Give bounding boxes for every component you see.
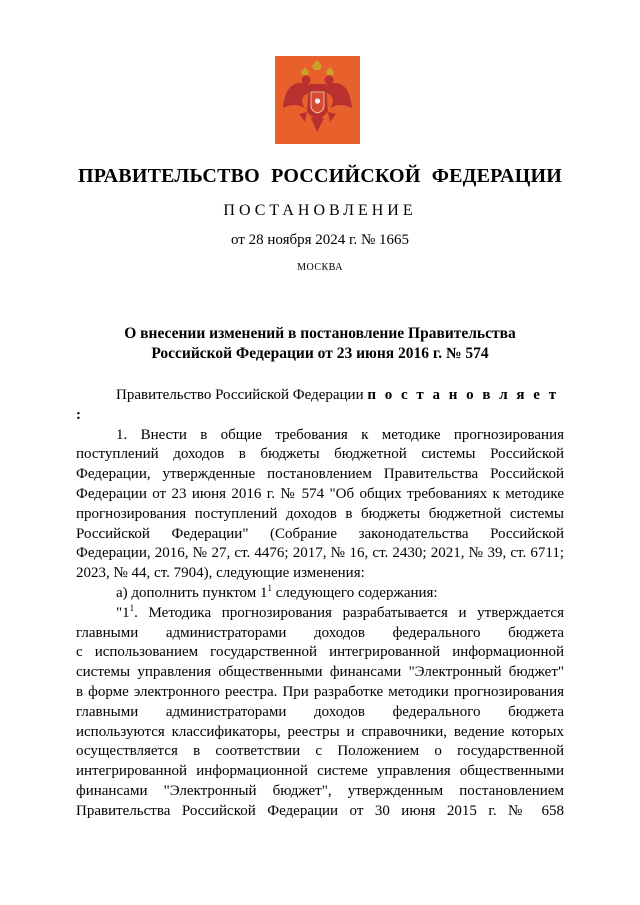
preamble — [76, 386, 564, 426]
quote-line: осуществляется в соответствии с Положением о государственной — [76, 743, 564, 760]
preamble-keyword: п о с т а н о в л я е т : — [76, 387, 559, 423]
quote-line: финансами "Электронный бюджет", утвержденным постановлением — [76, 782, 564, 799]
point-1-line: Российской Федерации" (Собрание законодательства Российской — [76, 525, 564, 542]
document-date-number: от 28 ноября 2024 г. № 1665 — [230, 232, 410, 248]
quote-line: с использованием государственной интегрированной информационной — [76, 644, 564, 661]
quote-first-text: . Методика прогнозирования разрабатывается и утверждается — [134, 604, 564, 621]
quote-superscript: 1 — [129, 602, 135, 613]
subject-line-2: Российской Федерации от 23 июня 2016 г. № 574 — [151, 345, 489, 362]
point-1-line: 1. Внести в общие требования к методике прогнозирования — [116, 426, 564, 443]
coat-of-arms-emblem — [275, 56, 360, 144]
point-1-last-line: 2023, № 44, ст. 7904), следующие изменения: — [76, 565, 365, 582]
government-title: ПРАВИТЕЛЬСТВО РОССИЙСКОЙ ФЕДЕРАЦИИ — [78, 165, 562, 187]
quote-line: используются классификаторы, реестры и справочники, ведение которых — [76, 723, 564, 740]
preamble-text: Правительство Российской Федерации — [116, 387, 368, 403]
point-1-line: Федерации, утвержденные постановлением Правительства Российской — [76, 466, 564, 483]
quote-line: в форме электронного реестра. При разработке методики прогнозирования — [76, 683, 564, 700]
quote-line: главными администраторами доходов федерального бюджета — [76, 703, 564, 720]
point-1-line: прогнозирования поступлений доходов в бюджеты бюджетной системы — [76, 505, 564, 522]
subpoint-a-text: а) дополнить пунктом 1 — [116, 584, 268, 601]
quote-line: системы управления общественными финансами "Электронный бюджет" — [76, 664, 564, 681]
point-1-line: Федерации от 23 июня 2016 г. № 574 "Об общих требованиях к методике — [76, 485, 564, 502]
quote-prefix: "1 — [116, 604, 130, 621]
document-body — [76, 386, 564, 822]
document-subject — [0, 324, 640, 364]
quote-line: Правительства Российской Федерации от 30 июня 2015 г. № 658 — [76, 802, 564, 819]
quote-line: интегрированной информационной системе управления общественными — [76, 763, 564, 780]
subject-line-1: О внесении изменений в постановление Правительства — [124, 325, 516, 342]
subpoint-a-superscript: 1 — [267, 582, 273, 593]
subpoint-a — [76, 584, 564, 604]
subpoint-a-text-end: следующего содержания: — [272, 584, 438, 601]
quote-line: главными администраторами доходов федерального бюджета — [76, 624, 564, 641]
document-type: ПОСТАНОВЛЕНИЕ — [223, 202, 417, 219]
point-1-line: поступлений доходов в бюджеты бюджетной системы Российской — [76, 446, 564, 463]
point-1-line: Федерации, 2016, № 27, ст. 4476; 2017, № 16, ст. 2430; 2021, № 39, ст. 6711; — [76, 545, 564, 562]
quote-first-line — [76, 604, 564, 624]
document-city: МОСКВА — [297, 262, 343, 273]
